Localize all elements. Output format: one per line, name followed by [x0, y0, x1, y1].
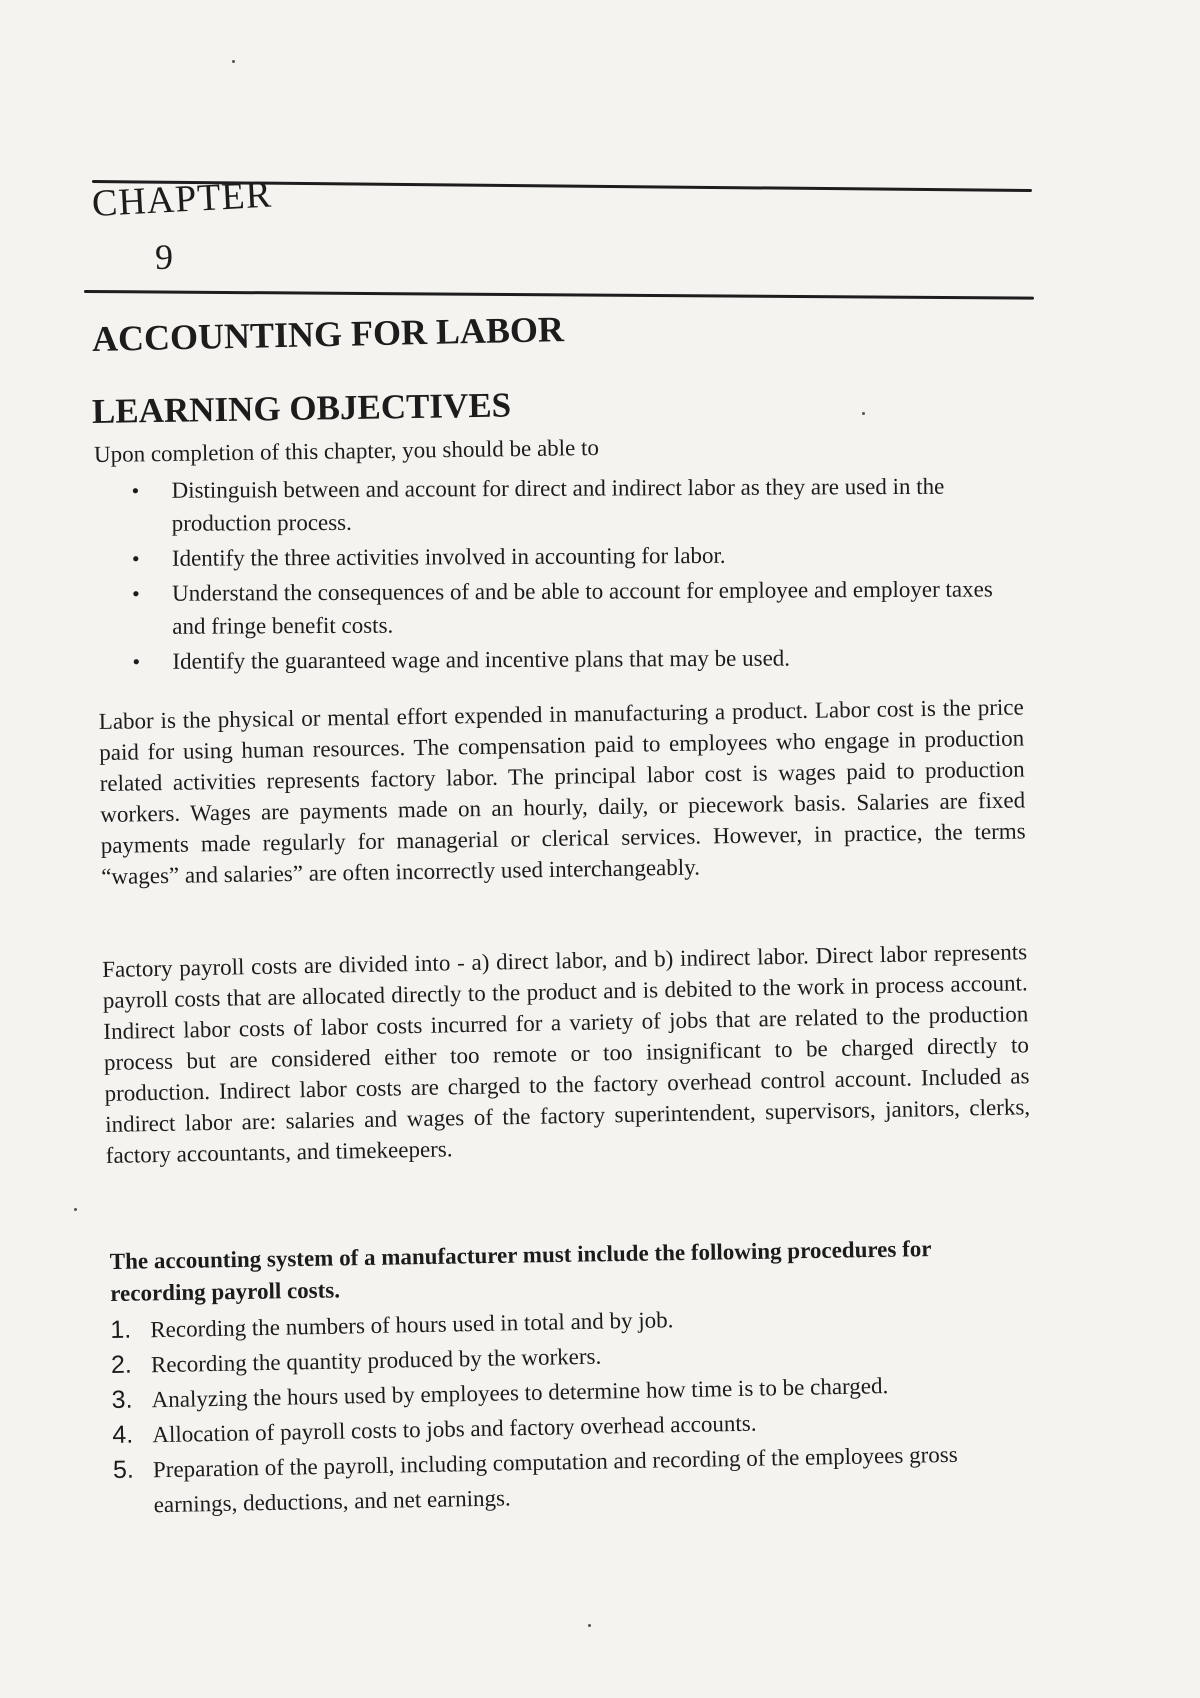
scan-speck	[74, 1208, 77, 1211]
procedure-text: Recording the numbers of hours used in total and by job.	[150, 1307, 674, 1343]
scan-speck	[588, 1624, 591, 1627]
objective-item	[128, 640, 1028, 678]
objective-item	[128, 537, 1028, 575]
procedure-text: Allocation of payroll costs to jobs and factory overhead accounts.	[152, 1410, 757, 1448]
objectives-intro: Upon completion of this chapter, you should be able to	[93, 434, 600, 467]
procedure-number: 5.	[112, 1455, 135, 1484]
objective-item	[127, 469, 1027, 540]
procedures-heading: The accounting system of a manufacturer must include the following procedures for recording payroll costs.	[109, 1236, 932, 1306]
bullet-icon: •	[131, 477, 140, 503]
procedure-number: 4.	[112, 1420, 134, 1449]
learning-objectives-heading: LEARNING OBJECTIVES	[91, 385, 512, 431]
procedure-text: Recording the quantity produced by the workers.	[150, 1343, 602, 1378]
objectives-list	[127, 469, 1028, 680]
chapter-number: 9	[155, 237, 173, 277]
objective-text: Identify the guaranteed wage and incentive plans that may be used.	[172, 645, 791, 674]
procedure-number: 3.	[111, 1385, 133, 1415]
procedures-list	[110, 1295, 1034, 1523]
bullet-icon: •	[132, 648, 141, 674]
objective-text: Understand the consequences of and be able to account for employee and employer taxes and fringe benefit costs.	[172, 576, 993, 639]
procedure-text: Analyzing the hours used by employees to determine how time is to be charged.	[151, 1373, 889, 1413]
scan-speck	[232, 60, 235, 63]
objective-text: Identify the three activities involved in accounting for labor.	[171, 542, 726, 571]
procedure-number: 1.	[110, 1315, 132, 1345]
payroll-costs-paragraph: Factory payroll costs are divided into - a) direct labor, and b) indirect labor. Direct labor represents payroll costs that are allocated directly to the product and is debited to the work in process account. Indirect labor costs of labor costs incurred for a variety of jobs that are related to the production process but are considered either too remote or too insignificant to be charged directly to production. Indirect labor costs are charged to the factory overhead control account. Included as indirect labor are: salaries and wages of the factory superintendent, supervisors, janitors, clerks, factory accountants, and timekeepers.	[101, 939, 1031, 1168]
chapter-label: CHAPTER	[90, 173, 273, 225]
chapter-bottom-rule	[84, 290, 1034, 300]
bullet-icon: •	[131, 545, 140, 571]
procedure-number: 2.	[110, 1350, 133, 1380]
procedure-text: Preparation of the payroll, including computation and recording of the employees gross earnings, deductions, and net earnings.	[152, 1441, 958, 1518]
bullet-icon: •	[132, 580, 140, 606]
chapter-title: ACCOUNTING FOR LABOR	[91, 309, 565, 359]
scan-speck	[862, 412, 865, 415]
objective-text: Distinguish between and account for direct and indirect labor as they are used in the production process.	[171, 473, 945, 536]
objective-item	[128, 572, 1028, 643]
labor-definition-paragraph: Labor is the physical or mental effort expended in manufacturing a product. Labor cost is the price paid for using human resources. The compensation paid to employees who engage in production related activities represents factory labor. The principal labor cost is wages paid to production workers. Wages are payments made on an hourly, daily, or piecework basis. Salaries are fixed payments made regularly for managerial or clerical services. However, in practice, the terms “wages” and salaries” are often incorrectly used interchangeably.	[98, 694, 1026, 889]
